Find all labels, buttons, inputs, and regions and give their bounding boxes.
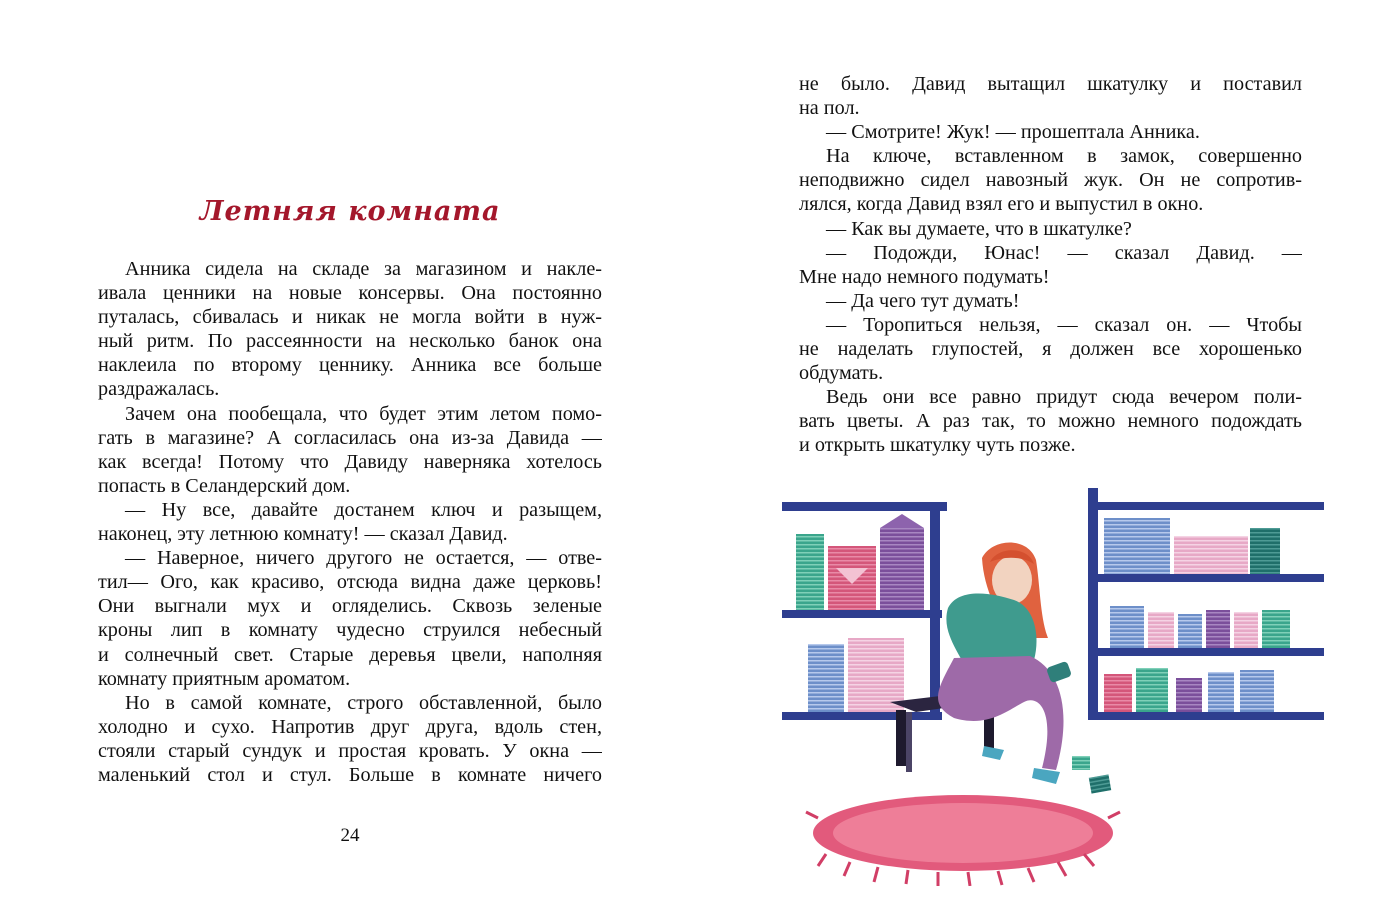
text-line: — Да чего тут думать! — [826, 289, 1020, 312]
text-line: ный ритм. По рассеянности на несколько банок она — [98, 330, 602, 353]
text-line: холодно и сухо. Напротив друг друга, вдоль стен, — [98, 715, 602, 738]
girl — [938, 543, 1111, 794]
left-shelf — [782, 502, 947, 720]
text-line: на пол. — [799, 97, 860, 120]
text-line: — Подожди, Юнас! — сказал Давид. — — [826, 241, 1302, 264]
left-page-text — [98, 257, 602, 787]
chapter-title: Летняя комната — [199, 196, 501, 227]
illustration — [778, 488, 1324, 886]
text-line: вать цветы. А раз так, то можно немного подождать — [799, 410, 1302, 433]
text-line: наклеила по второму ценнику. Анника все больше — [98, 354, 602, 377]
text-line: комнату приятным ароматом. — [98, 667, 351, 690]
text-line: не наделать глупостей, я должен все хорошенько — [799, 338, 1302, 361]
text-line: тил— Ого, как красиво, отсюда видна даже церковь! — [98, 571, 602, 594]
text-line: Зачем она пообещала, что будет этим летом помо- — [125, 402, 602, 425]
text-line: не было. Давид вытащил шкатулку и поставил — [799, 73, 1302, 95]
text-line: раздражалась. — [98, 378, 220, 401]
text-line: наконец, эту летнюю комнату! — сказал Давид. — [98, 523, 508, 546]
text-line: стояли старый сундук и простая кровать. У окна — — [98, 739, 602, 762]
text-line: и солнечный свет. Старые деревья цвели, наполняя — [98, 643, 602, 666]
text-line: — Смотрите! Жук! — прошептала Анника. — [826, 121, 1200, 144]
text-line: Но в самой комнате, строго обставленной, было — [125, 691, 602, 714]
text-line: и открыть шкатулку чуть позже. — [799, 434, 1076, 457]
text-line: — Ну все, давайте достанем ключ и разыщем, — [125, 498, 602, 521]
text-line: лялся, когда Давид взял его и выпустил в окно. — [799, 193, 1204, 216]
text-line: Мне надо немного подумать! — [799, 265, 1050, 288]
text-line: обдумать. — [799, 362, 884, 385]
text-line: — Наверное, ничего другого не остается, — отве- — [125, 547, 602, 570]
right-page-text — [799, 72, 1302, 458]
text-line: Ведь они все равно придут сюда вечером поли- — [826, 386, 1302, 409]
right-shelf — [1088, 488, 1324, 720]
text-line: маленький стол и стул. Больше в комнате ничего — [98, 763, 602, 786]
text-line: гать в магазине? А согласилась она из-за Давида — — [98, 426, 602, 449]
text-line: кроны лип в комнату чудесно струился небесный — [98, 619, 602, 642]
page-number: 24 — [340, 825, 360, 846]
text-line: путалась, сбивалась и никак не могла войти в нуж- — [98, 306, 602, 329]
text-line: ивала ценники на новые консервы. Она постоянно — [98, 282, 602, 305]
text-line: Анника сидела на складе за магазином и накле- — [125, 258, 602, 280]
text-line: неподвижно сидел навозный жук. Он не сопротив- — [799, 169, 1302, 192]
text-line: попасть в Селандерский дом. — [98, 474, 351, 497]
text-line: — Торопиться нельзя, — сказал он. — Чтобы — [826, 313, 1302, 336]
text-line: Они выгнали мух и огляделись. Сквозь зеленые — [98, 595, 602, 618]
text-line: — Как вы думаете, что в шкатулке? — [826, 217, 1132, 240]
rug — [806, 795, 1120, 886]
text-line: как всегда! Потому что Давиду наверняка хотелось — [98, 450, 602, 473]
text-line: На ключе, вставленном в замок, совершенно — [826, 145, 1302, 168]
